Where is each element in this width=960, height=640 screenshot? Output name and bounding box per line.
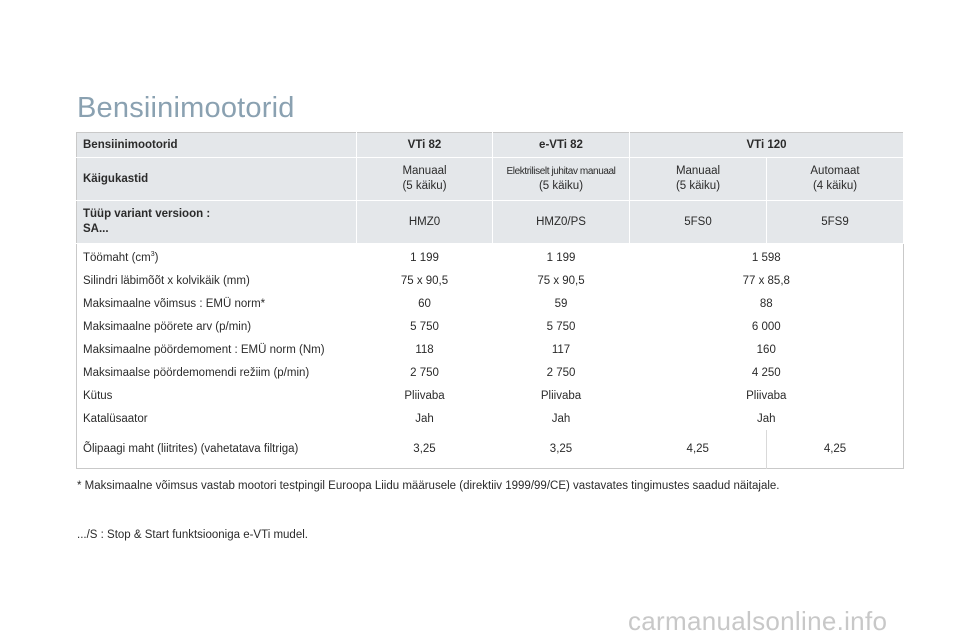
row-value: 1 598 <box>751 251 781 264</box>
row-value: 5 750 <box>410 320 439 333</box>
gearbox-gears: (5 käiku) <box>538 180 584 192</box>
gearbox-gears: (4 käiku) <box>812 180 858 192</box>
table-header-row <box>77 133 904 158</box>
row-value: Jah <box>551 412 571 425</box>
row-label: Maksimaalne võimsus : EMÜ norm* <box>83 297 266 310</box>
row-value: 6 000 <box>751 320 781 333</box>
row-value: 75 x 90,5 <box>400 274 449 287</box>
row-label: Maksimaalse pöördemomendi režiim (p/min) <box>83 366 310 379</box>
gearbox-type: Manuaal <box>402 165 447 177</box>
table-row <box>77 384 904 407</box>
watermark: carmanualsonline.info <box>628 606 888 636</box>
gearbox-cell <box>493 158 630 201</box>
row-label: Maksimaalne pöörete arv (p/min) <box>83 320 252 333</box>
table-row <box>77 244 904 270</box>
row-label: Kütus <box>83 389 113 402</box>
table-row <box>77 269 904 292</box>
row-value: 117 <box>551 343 571 356</box>
gearbox-label: Käigukastid <box>77 158 357 201</box>
row-label: Maksimaalne pöördemoment : EMÜ norm (Nm) <box>83 343 325 356</box>
row-value: 77 x 85,8 <box>742 274 790 287</box>
gearbox-row <box>77 158 904 201</box>
row-label-sup: 3 <box>150 251 155 259</box>
table-row <box>77 361 904 384</box>
row-label: Silindri läbimõõt x kolvikäik (mm) <box>83 274 250 287</box>
gearbox-type: Manuaal <box>675 165 721 177</box>
variant-label-line2: SA... <box>83 223 109 235</box>
variant-row <box>77 201 904 244</box>
gearbox-gears: (5 käiku) <box>675 180 721 192</box>
gearbox-gears: (5 käiku) <box>402 180 447 192</box>
row-value: 2 750 <box>410 366 439 379</box>
row-value: 88 <box>759 297 773 310</box>
engine-spec-table <box>76 132 904 469</box>
row-value: 75 x 90,5 <box>537 274 585 287</box>
row-label-text: Töömaht (cm <box>83 251 151 264</box>
row-value: 60 <box>418 297 431 310</box>
footnote-stop-start: .../S : Stop & Start funktsiooniga e-VTi mudel. <box>77 529 308 541</box>
row-label-end: ) <box>154 251 159 264</box>
table-row-oil <box>77 430 904 469</box>
header-model-evti82: e-VTi 82 <box>493 133 630 158</box>
row-value: Pliivaba <box>404 389 445 402</box>
gearbox-cell <box>630 158 767 201</box>
gearbox-cell <box>767 158 904 201</box>
variant-label-line1: Tüüp variant versioon : <box>83 208 211 220</box>
row-value: 3,25 <box>413 443 436 455</box>
row-value: 3,25 <box>549 443 573 455</box>
table-row <box>77 338 904 361</box>
row-label: Õlipaagi maht (liitrites) (vahetatava filtriga) <box>83 443 299 455</box>
gearbox-type: Automaat <box>810 165 860 177</box>
row-label: Katalüsaator <box>83 412 148 425</box>
row-value: Pliivaba <box>540 389 582 402</box>
variant-cell: HMZ0 <box>357 201 493 244</box>
variant-cell: HMZ0/PS <box>493 201 630 244</box>
variant-cell: 5FS0 <box>630 201 767 244</box>
table-row <box>77 292 904 315</box>
variant-cell: 5FS9 <box>767 201 904 244</box>
row-value: 59 <box>554 297 568 310</box>
row-value: 2 750 <box>546 366 576 379</box>
row-value: Pliivaba <box>746 389 787 402</box>
gearbox-type: Elektriliselt juhitav manuaal <box>506 166 616 177</box>
header-model-vti120: VTi 120 <box>630 133 904 158</box>
table-row <box>77 407 904 430</box>
row-value: 4 250 <box>751 366 781 379</box>
row-label <box>77 244 357 270</box>
row-value: 5 750 <box>546 320 576 333</box>
table-row <box>77 315 904 338</box>
header-model-vti82: VTi 82 <box>357 133 493 158</box>
row-value: 1 199 <box>546 251 576 264</box>
row-value: 4,25 <box>767 430 904 469</box>
header-label: Bensiinimootorid <box>77 133 357 158</box>
row-value: 4,25 <box>686 443 709 455</box>
row-value: 160 <box>756 343 776 356</box>
row-value: 118 <box>415 343 434 356</box>
row-value: Jah <box>415 412 434 425</box>
footnote-power: * Maksimaalne võimsus vastab mootori testpingil Euroopa Liidu määrusele (direktiiv 1999/99/CE) vastavates tingimustes saadud näitajale. <box>77 480 780 492</box>
page-title: Bensiinimootorid <box>77 92 295 124</box>
gearbox-cell <box>357 158 493 201</box>
row-value: 1 199 <box>410 251 439 264</box>
row-value: Jah <box>756 412 776 425</box>
variant-label <box>77 201 357 244</box>
